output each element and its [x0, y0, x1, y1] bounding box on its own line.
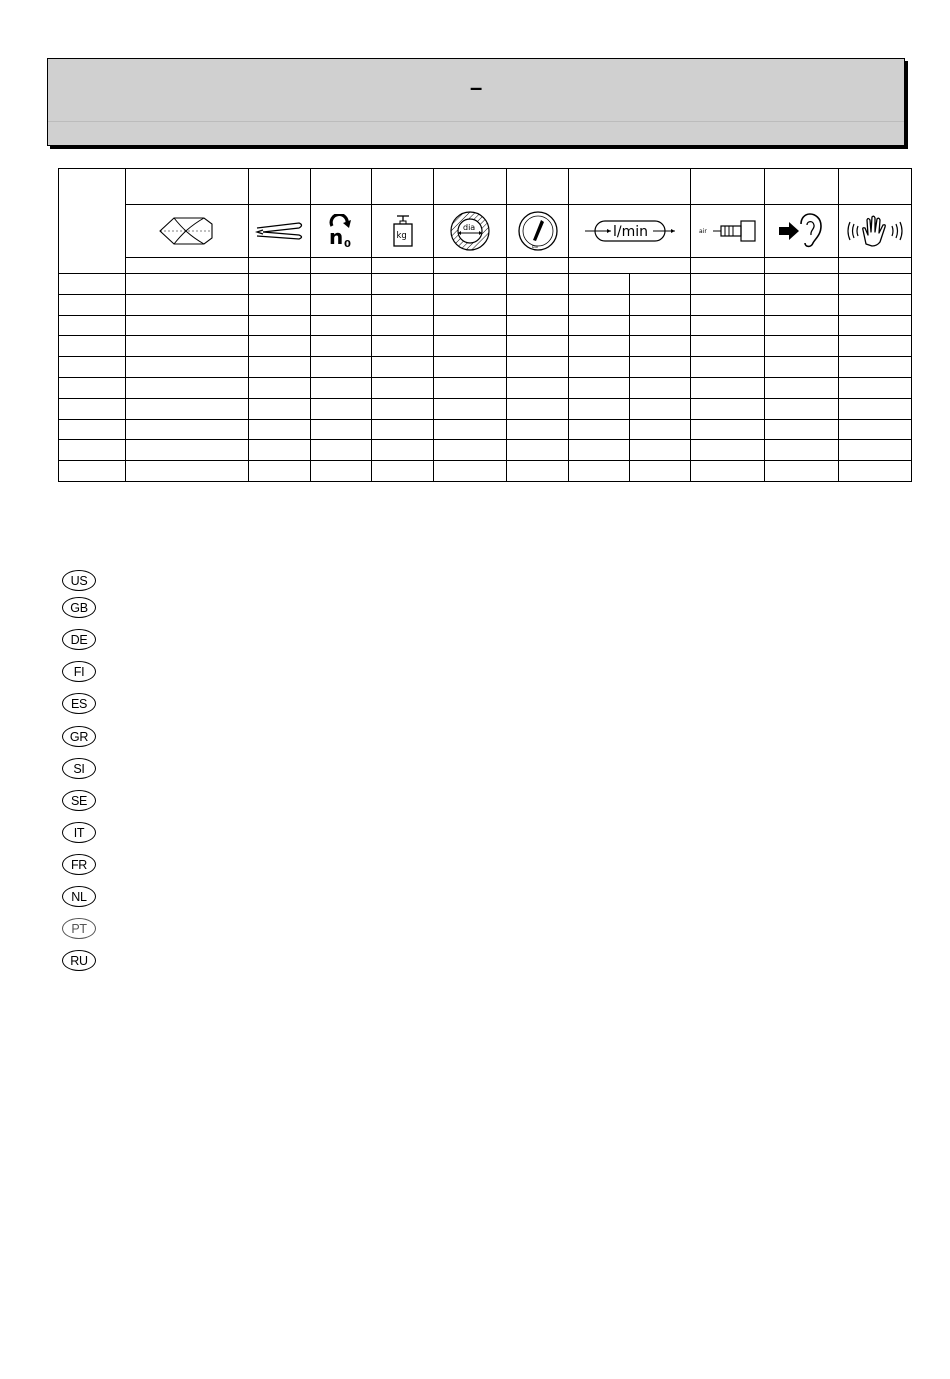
table-cell [630, 336, 691, 357]
table-cell [630, 315, 691, 336]
table-cell [434, 294, 507, 315]
table-cell [507, 357, 569, 378]
table-cell [839, 294, 912, 315]
table-cell [507, 440, 569, 461]
table-row [59, 357, 912, 378]
table-cell [691, 398, 765, 419]
language-badge-fr: FR [62, 854, 96, 875]
table-cell [434, 357, 507, 378]
table-cell [372, 294, 434, 315]
table-cell [126, 440, 249, 461]
header-dash: – [470, 75, 483, 100]
svg-text:n: n [329, 225, 344, 248]
table-cell [59, 440, 126, 461]
table-cell [691, 336, 765, 357]
table-cell [249, 377, 311, 398]
chuck-collet-icon [249, 205, 310, 257]
table-cell [765, 440, 839, 461]
table-cell [249, 440, 311, 461]
table-cell [59, 419, 126, 440]
table-cell [372, 419, 434, 440]
table-cell [249, 294, 311, 315]
table-cell [839, 274, 912, 295]
table-cell [434, 419, 507, 440]
table-cell [311, 398, 372, 419]
table-cell [434, 336, 507, 357]
table-row [59, 315, 912, 336]
table-cell [507, 274, 569, 295]
language-badge-fi: FI [62, 661, 96, 682]
table-cell [126, 315, 249, 336]
table-cell [839, 419, 912, 440]
pressure-gauge-icon [507, 205, 568, 257]
header-row [59, 169, 912, 205]
air-consumption-icon [569, 205, 690, 257]
table-cell [569, 274, 630, 295]
table-cell [372, 315, 434, 336]
table-cell [59, 398, 126, 419]
table-cell [691, 377, 765, 398]
air-hose-fitting-icon [691, 205, 764, 257]
table-cell [126, 398, 249, 419]
svg-text:0: 0 [344, 239, 351, 248]
table-cell [249, 315, 311, 336]
table-cell [311, 357, 372, 378]
table-cell [839, 461, 912, 482]
table-cell [372, 336, 434, 357]
table-cell [126, 294, 249, 315]
table-cell [765, 336, 839, 357]
table-cell [434, 377, 507, 398]
table-cell [372, 357, 434, 378]
specification-table [58, 168, 912, 482]
table-cell [569, 336, 630, 357]
table-cell [59, 274, 126, 295]
table-cell [507, 419, 569, 440]
table-cell [372, 274, 434, 295]
table-cell [311, 274, 372, 295]
table-cell [434, 461, 507, 482]
header-box [47, 58, 905, 146]
table-cell [569, 398, 630, 419]
table-cell [839, 315, 912, 336]
table-cell [126, 274, 249, 295]
disc-diameter-icon [434, 205, 506, 257]
table-cell [630, 398, 691, 419]
language-badge-it: IT [62, 822, 96, 843]
table-cell [507, 461, 569, 482]
table-cell [839, 336, 912, 357]
table-row [59, 419, 912, 440]
weight-icon [372, 205, 433, 257]
table-row [59, 336, 912, 357]
table-cell [311, 315, 372, 336]
vibration-hand-icon [839, 205, 911, 257]
table-cell [507, 377, 569, 398]
table-cell [249, 274, 311, 295]
table-cell [630, 419, 691, 440]
header-divider [48, 121, 904, 122]
no-load-speed-icon [311, 205, 371, 257]
table-cell [569, 419, 630, 440]
table-cell [311, 440, 372, 461]
table-cell [126, 461, 249, 482]
table-cell [126, 377, 249, 398]
language-badge-us: US [62, 570, 96, 591]
language-badge-se: SE [62, 790, 96, 811]
table-cell [765, 357, 839, 378]
table-cell [839, 398, 912, 419]
table-cell [59, 357, 126, 378]
table-cell [311, 294, 372, 315]
table-cell [372, 461, 434, 482]
table-cell [249, 419, 311, 440]
table-cell [765, 398, 839, 419]
table-cell [59, 461, 126, 482]
svg-text:bar: bar [531, 244, 539, 249]
language-badge-pt: PT [62, 918, 96, 939]
table-row [59, 440, 912, 461]
svg-text:kg: kg [396, 231, 407, 241]
table-cell [839, 377, 912, 398]
svg-text:dia: dia [463, 223, 476, 232]
svg-text:l/min: l/min [612, 224, 648, 240]
svg-text:air: air [698, 228, 707, 235]
language-badge-nl: NL [62, 886, 96, 907]
table-cell [59, 294, 126, 315]
table-cell [765, 274, 839, 295]
table-cell [630, 274, 691, 295]
table-cell [311, 377, 372, 398]
table-row [59, 294, 912, 315]
table-cell [630, 357, 691, 378]
table-cell [691, 419, 765, 440]
table-row [59, 274, 912, 295]
table-row [59, 461, 912, 482]
data-rows [59, 274, 912, 482]
table-cell [249, 461, 311, 482]
table-cell [569, 440, 630, 461]
table-row [59, 398, 912, 419]
table-cell [839, 440, 912, 461]
table-cell [59, 315, 126, 336]
table-cell [839, 357, 912, 378]
table-cell [765, 294, 839, 315]
table-cell [372, 440, 434, 461]
drill-bit-icon [126, 205, 248, 257]
table-cell [311, 419, 372, 440]
unit-row [59, 258, 912, 274]
table-cell [630, 440, 691, 461]
language-badge-ru: RU [62, 950, 96, 971]
table-cell [126, 357, 249, 378]
table-cell [434, 398, 507, 419]
table-cell [630, 377, 691, 398]
language-badge-de: DE [62, 629, 96, 650]
table-cell [569, 315, 630, 336]
model-header-cell [59, 169, 126, 274]
table-cell [569, 357, 630, 378]
table-cell [507, 315, 569, 336]
table-cell [59, 336, 126, 357]
table-cell [569, 461, 630, 482]
table-cell [630, 294, 691, 315]
table-cell [507, 336, 569, 357]
table-cell [311, 461, 372, 482]
table-cell [691, 461, 765, 482]
table-cell [507, 294, 569, 315]
table-cell [249, 398, 311, 419]
table-cell [372, 377, 434, 398]
table-cell [765, 377, 839, 398]
table-cell [765, 419, 839, 440]
table-cell [691, 357, 765, 378]
table-cell [691, 274, 765, 295]
table-cell [569, 377, 630, 398]
table-cell [126, 419, 249, 440]
table-cell [126, 336, 249, 357]
table-cell [630, 461, 691, 482]
noise-ear-icon [765, 205, 838, 257]
table-cell [59, 377, 126, 398]
table-cell [691, 440, 765, 461]
table-cell [249, 357, 311, 378]
table-cell [434, 315, 507, 336]
table-cell [691, 315, 765, 336]
icon-row [59, 205, 912, 258]
table-cell [434, 274, 507, 295]
table-cell [249, 336, 311, 357]
table-cell [765, 315, 839, 336]
language-badge-es: ES [62, 693, 96, 714]
language-badge-gr: GR [62, 726, 96, 747]
table-cell [372, 398, 434, 419]
table-cell [569, 294, 630, 315]
table-cell [507, 398, 569, 419]
table-cell [434, 440, 507, 461]
table-cell [691, 294, 765, 315]
language-badge-si: SI [62, 758, 96, 779]
table-row [59, 377, 912, 398]
language-badge-gb: GB [62, 597, 96, 618]
table-cell [311, 336, 372, 357]
table-cell [765, 461, 839, 482]
